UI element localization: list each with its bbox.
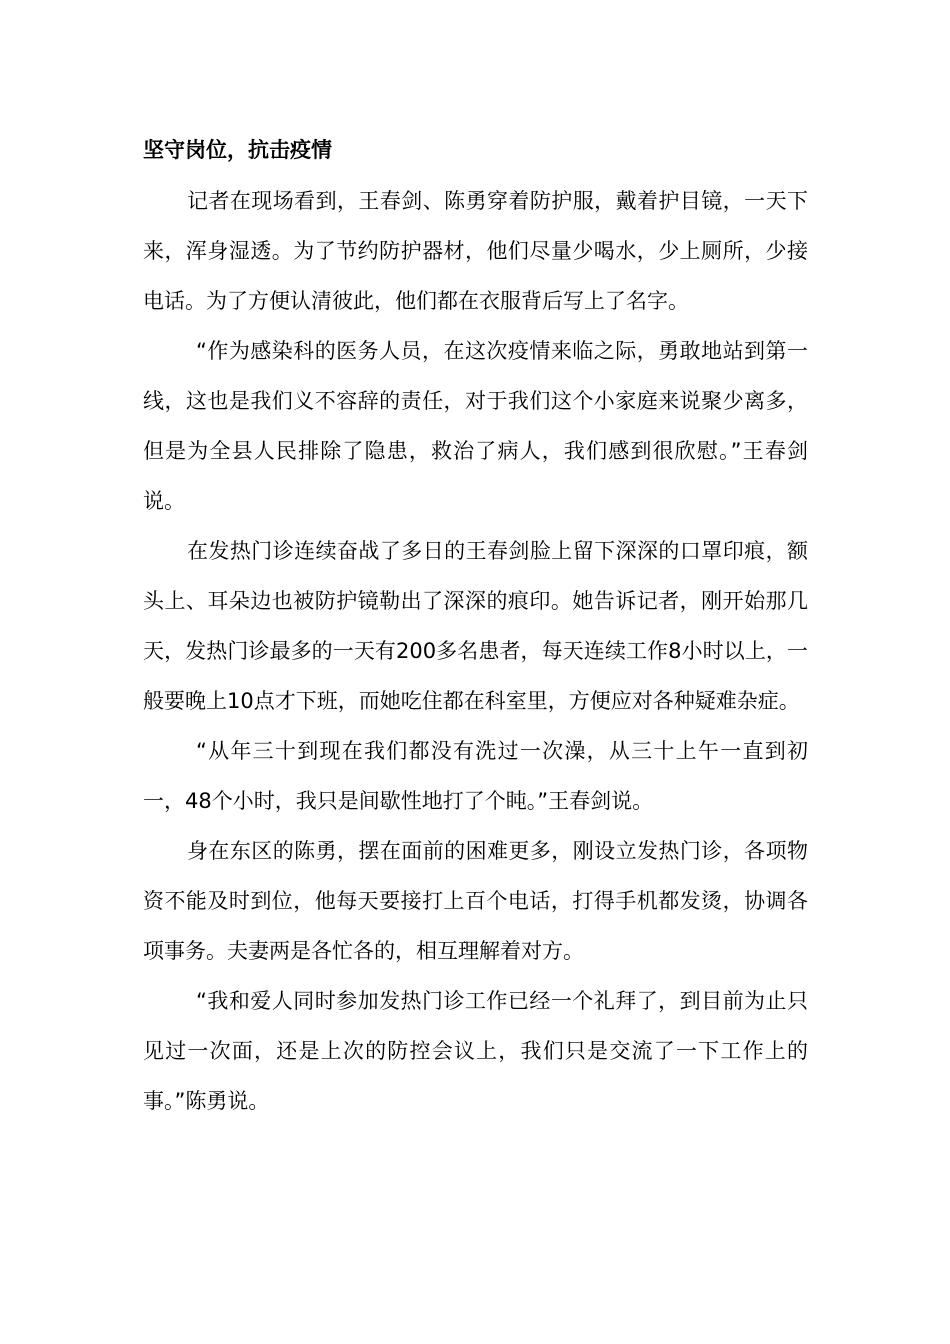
paragraph: “从年三十到现在我们都没有洗过一次澡，从三十上午一直到初一，48个小时，我只是间歇性地打了个盹。”王春剑说。 — [143, 739, 808, 813]
paragraph: “我和爱人同时参加发热门诊工作已经一个礼拜了，到目前为止只见过一次面，还是上次的防控会议上，我们只是交流了一下工作上的事。”陈勇说。 — [143, 989, 808, 1113]
paragraph: “作为感染科的医务人员，在这次疫情来临之际，勇敢地站到第一线，这也是我们义不容辞的责任，对于我们这个小家庭来说聚少离多，但是为全县人民排除了隐患，救治了病人，我们感到很欣慰。”王春剑说。 — [143, 339, 808, 513]
paragraph: 在发热门诊连续奋战了多日的王春剑脸上留下深深的口罩印痕，额头上、耳朵边也被防护镜勒出了深深的痕印。她告诉记者，刚开始那几天，发热门诊最多的一天有200多名患者，每天连续工作8小时以上，一般要晚上10点才下班，而她吃住都在科室里，方便应对各种疑难杂症。 — [143, 539, 808, 713]
paragraph: 身在东区的陈勇，摆在面前的困难更多，刚设立发热门诊，各项物资不能及时到位，他每天要接打上百个电话，打得手机都发烫，协调各项事务。夫妻两是各忙各的，相互理解着对方。 — [143, 839, 808, 963]
article-body — [143, 132, 808, 1126]
section-heading: 坚守岗位，抗击疫情 — [143, 138, 332, 162]
paragraph: 记者在现场看到，王春剑、陈勇穿着防护服，戴着护目镜，一天下来，浑身湿透。为了节约防护器材，他们尽量少喝水，少上厕所，少接电话。为了方便认清彼此，他们都在衣服背后写上了名字。 — [143, 189, 808, 313]
